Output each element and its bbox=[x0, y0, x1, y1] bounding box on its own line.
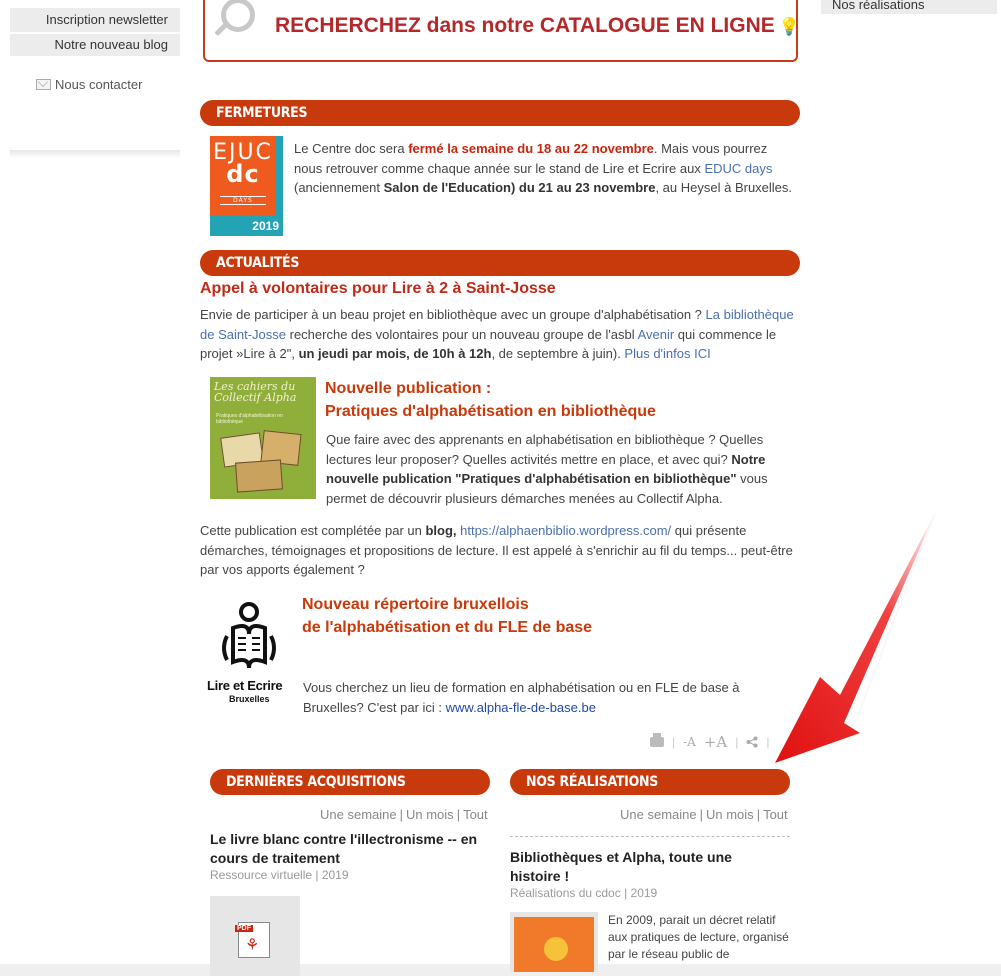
filter-all[interactable]: Tout bbox=[763, 807, 788, 822]
title-line: Pratiques d'alphabétisation en bibliothèque bbox=[325, 403, 656, 420]
article-text-volontaires bbox=[200, 305, 800, 364]
right-sidebar bbox=[821, 0, 1001, 964]
text-segment: vous permet de découvrir plusieurs démarches menées au Collectif Alpha. bbox=[326, 471, 768, 506]
article-text-publication bbox=[326, 430, 794, 508]
acquisition-title[interactable]: Le livre blanc contre l'illectronisme -- en cours de traitement bbox=[210, 831, 478, 866]
nav-item-blog[interactable]: Notre nouveau blog bbox=[10, 34, 180, 56]
article-title-volontaires[interactable]: Appel à volontaires pour Lire à 2 à Saint-Josse bbox=[200, 280, 556, 297]
educ-days-logo bbox=[210, 136, 283, 236]
salon-dates: Salon de l'Education) du 21 au 23 novembre bbox=[383, 180, 656, 195]
main-content bbox=[180, 0, 821, 964]
schedule-text: un jeudi par mois, de 10h à 12h bbox=[298, 346, 492, 361]
separator: | bbox=[456, 807, 461, 822]
left-sidebar bbox=[0, 0, 180, 964]
text-segment: Le Centre doc sera bbox=[294, 141, 409, 156]
educ-logo-top: EJUC bbox=[213, 140, 273, 165]
closure-dates: fermé la semaine du 18 au 22 novembre bbox=[408, 141, 654, 156]
font-decrease-button[interactable]: -A bbox=[683, 735, 696, 749]
alpha-fle-link[interactable]: www.alpha-fle-de-base.be bbox=[445, 699, 596, 715]
nav-item-newsletter[interactable]: Inscription newsletter bbox=[10, 8, 180, 32]
title-line: Nouveau répertoire bruxellois bbox=[302, 596, 529, 613]
text-segment: , de septembre à juin). bbox=[491, 346, 625, 361]
section-heading-fermetures: FERMETURES bbox=[200, 100, 800, 126]
print-icon[interactable] bbox=[650, 737, 664, 747]
title-line: de l'alphabétisation et du FLE de base bbox=[302, 619, 593, 636]
lightbulb-icon: 💡 bbox=[778, 17, 800, 36]
text-segment: Envie de participer à un beau projet en bibliothèque avec un groupe d'alphabétisation ? bbox=[200, 307, 706, 322]
realisation-title[interactable]: Bibliothèques et Alpha, toute une histoire ! bbox=[510, 849, 732, 884]
educ-logo-days: DAYS bbox=[220, 196, 266, 205]
acquisitions-filters bbox=[320, 807, 488, 822]
text-segment: Cette publication est complétée par un bbox=[200, 523, 426, 538]
cover-title: Les cahiers du Collectif Alpha bbox=[214, 380, 297, 404]
text-segment: , au Heysel à Bruxelles. bbox=[655, 180, 793, 195]
title-line: Nouvelle publication : bbox=[325, 380, 492, 397]
educ-days-link[interactable]: EDUC days bbox=[704, 160, 773, 176]
filter-month[interactable]: Un mois bbox=[406, 807, 454, 822]
article-title-repertoire[interactable] bbox=[302, 593, 592, 639]
acquisition-meta: Ressource virtuelle | 2019 bbox=[210, 868, 349, 882]
text-segment: recherche des volontaires pour un nouveau groupe de l'asbl bbox=[286, 326, 638, 342]
bibliotheque-saint-josse-link[interactable]: La bibliothèque de Saint-Josse bbox=[200, 307, 794, 342]
text-segment: qui commence le projet »Lire à 2", bbox=[200, 326, 777, 361]
publication-cover-image[interactable] bbox=[210, 377, 316, 499]
contact-link[interactable] bbox=[36, 77, 142, 92]
cover-subtitle: Pratiques d'alphabétisation en bibliothèque bbox=[216, 413, 283, 425]
contact-label: Nous contacter bbox=[55, 77, 143, 92]
publication-name: Notre nouvelle publication "Pratiques d'alphabétisation en bibliothèque" bbox=[326, 451, 766, 486]
article-text-repertoire bbox=[303, 678, 793, 717]
fermetures-text bbox=[294, 139, 794, 198]
separator: | bbox=[766, 735, 770, 749]
envelope-icon bbox=[36, 79, 51, 90]
avenir-link[interactable]: Avenir bbox=[637, 326, 675, 342]
text-segment: qui présente démarches, témoignages et propositions de lecture. Il est appelé à s'enrichir au fil du temps... peut-être par vos apports également ? bbox=[200, 523, 793, 577]
realisation-thumbnail[interactable] bbox=[510, 912, 598, 972]
magnifier-icon bbox=[221, 0, 255, 32]
article-toolbar bbox=[650, 733, 770, 751]
blog-link[interactable]: https://alphaenbiblio.wordpress.com/ bbox=[456, 523, 672, 538]
educ-logo-bottom: dc bbox=[226, 160, 260, 188]
logo-city: Bruxelles bbox=[229, 694, 270, 704]
logo-name: Lire et Ecrire bbox=[207, 678, 283, 693]
section-heading-actualites: ACTUALITÉS bbox=[200, 250, 800, 276]
section-heading-realisations: NOS RÉALISATIONS bbox=[510, 769, 790, 795]
realisation-meta: Réalisations du cdoc | 2019 bbox=[510, 886, 658, 900]
filter-week[interactable]: Une semaine bbox=[320, 807, 397, 822]
nav-item-realisations[interactable]: Nos réalisations bbox=[821, 0, 997, 14]
catalogue-search-label: RECHERCHEZ dans notre CATALOGUE EN LIGNE bbox=[275, 14, 775, 37]
reader-icon bbox=[219, 600, 285, 678]
acquisition-thumbnail[interactable] bbox=[210, 896, 300, 976]
sidebar-divider bbox=[10, 150, 180, 158]
text-segment: Que faire avec des apprenants en alphabétisation en bibliothèque ? Quelles lectures leur proposer? Quelles activités mettre en place, et avec qui? bbox=[326, 432, 764, 467]
lire-et-ecrire-logo bbox=[207, 600, 297, 710]
article-text-blog bbox=[200, 521, 800, 580]
article-title-publication[interactable] bbox=[325, 377, 656, 423]
pdf-icon: PDF ⚘ bbox=[238, 922, 270, 958]
pdf-tag: PDF bbox=[237, 925, 251, 932]
educ-logo-year: 2019 bbox=[252, 219, 279, 233]
separator: | bbox=[699, 807, 703, 822]
realisation-excerpt: En 2009, parait un décret relatif aux pratiques de lecture, organisé par le réseau public de bbox=[608, 913, 789, 961]
filter-week[interactable]: Une semaine bbox=[620, 807, 697, 822]
font-increase-button[interactable]: +A bbox=[703, 733, 728, 751]
red-arrow-annotation bbox=[760, 505, 950, 765]
section-heading-acquisitions: DERNIÈRES ACQUISITIONS bbox=[210, 769, 490, 795]
separator: | bbox=[672, 735, 676, 749]
separator: | bbox=[735, 735, 739, 749]
text-segment: Vous cherchez un lieu de formation en alphabétisation ou en FLE de base à Bruxelles? C'est par ici : bbox=[303, 680, 740, 715]
catalogue-search-banner[interactable] bbox=[203, 0, 798, 62]
filter-month[interactable]: Un mois bbox=[706, 807, 754, 822]
filter-all[interactable]: Tout bbox=[463, 807, 488, 822]
text-segment: (anciennement bbox=[294, 180, 384, 195]
separator: | bbox=[399, 807, 403, 822]
text-segment: . Mais vous pourrez nous retrouver comme chaque année sur le stand de Lire et Ecrire aux bbox=[294, 141, 768, 176]
separator: | bbox=[756, 807, 761, 822]
share-icon[interactable] bbox=[746, 736, 758, 748]
realisations-filters bbox=[620, 807, 788, 822]
divider bbox=[510, 836, 790, 837]
more-info-link[interactable]: Plus d'infos ICI bbox=[624, 346, 711, 361]
blog-label: blog, bbox=[425, 523, 457, 538]
